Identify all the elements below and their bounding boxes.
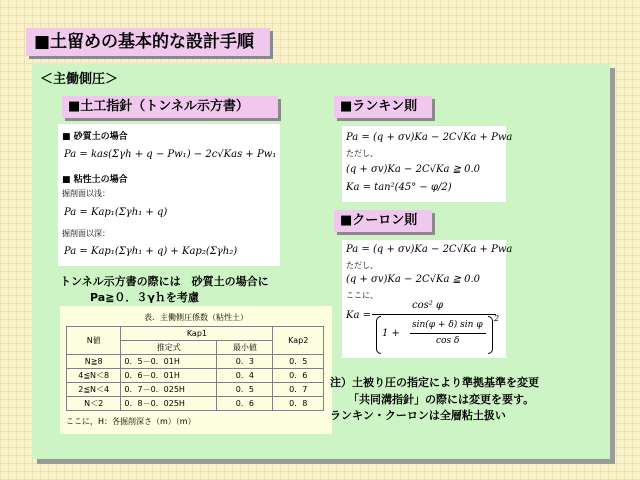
rankine-tadashi: ただし、 (346, 149, 378, 158)
coulomb-open-paren (376, 316, 381, 354)
coulomb-close-paren (488, 316, 493, 354)
coulomb-ka-label: Ka = (346, 310, 371, 321)
coulomb-kokoni: ここに、 (346, 291, 378, 300)
coulomb-fraction-bar (372, 314, 496, 315)
rankine-header: ■ランキン則 (334, 96, 432, 118)
cell-min: 0．4 (217, 369, 273, 383)
rankine-formula-1: Pa = (q + σv)Ka − 2C√Ka + Pwa (346, 132, 513, 143)
table-row (67, 383, 324, 397)
table-row (67, 369, 324, 383)
cell-n: 2≦N＜4 (67, 383, 121, 397)
right-note-line1: 注）土被り圧の指定により準拠基準を変更 (330, 376, 539, 389)
right-note-line3: ランキン・クーロンは全層粘土扱い (330, 409, 506, 422)
th-n: N値 (67, 327, 121, 355)
table-caption: 表．主働側圧係数（粘性土） (144, 313, 248, 322)
table-row (67, 397, 324, 411)
clay-soil-label: ■ 粘性土の場合 (62, 175, 128, 185)
cell-estimate: 0．7－0．025H (121, 383, 217, 397)
kap-table-box (60, 306, 332, 434)
right-note-line2: 「共同溝指針」の際には変更を要す。 (348, 393, 535, 406)
th-minimum: 最小値 (217, 341, 273, 355)
coulomb-formula-2: (q + σv)Ka − 2C√Ka ≧ 0.0 (346, 274, 481, 285)
th-kap2: Kap2 (273, 327, 324, 355)
rankine-formula-3: Ka = tan²(45° − φ/2) (346, 182, 452, 193)
cell-kap2: 0．5 (273, 355, 324, 369)
cell-min: 0．3 (217, 355, 273, 369)
cell-estimate: 0．5－0．01H (121, 355, 217, 369)
coulomb-den-exponent: 2 (494, 314, 500, 323)
coulomb-formula-box (342, 240, 513, 358)
coulomb-header: ■クーロン則 (334, 210, 432, 232)
th-kap1: Kap1 (121, 327, 273, 341)
doko-shishin-header: ■土工指針（トンネル示方書） (62, 96, 278, 118)
tunnel-note-line2: Pa≧０．３γｈを考慮 (90, 291, 199, 304)
below-excavation-label: 掘削面以深： (62, 229, 110, 238)
coulomb-den-frac-bottom: cos δ (436, 336, 460, 346)
cell-min: 0．5 (217, 383, 273, 397)
coulomb-formula-1: Pa = (q + σv)Ka − 2C√Ka + Pwa (346, 244, 513, 255)
cell-kap2: 0．7 (273, 383, 324, 397)
cell-estimate: 0．8－0．025H (121, 397, 217, 411)
cell-n: N≧8 (67, 355, 121, 369)
th-estimate: 推定式 (121, 341, 217, 355)
table-footnote: ここに，H：各掘削深さ（m）（m） (66, 417, 196, 426)
section-label: ＜主働側圧＞ (40, 72, 119, 87)
table-row (67, 355, 324, 369)
cell-kap2: 0．8 (273, 397, 324, 411)
sandy-soil-label: ■ 砂質土の場合 (62, 132, 128, 142)
coulomb-inner-bar (410, 333, 486, 334)
cell-min: 0．6 (217, 397, 273, 411)
clay-formula-above: Pa = Kap₁(Σγh₁ + q) (64, 207, 168, 218)
page-title: ■土留めの基本的な設計手順 (26, 28, 270, 56)
above-excavation-label: 掘削面以浅： (62, 189, 110, 198)
coulomb-numerator: cos² φ (412, 300, 443, 311)
rankine-formula-box (342, 126, 513, 202)
clay-formula-below: Pa = Kap₁(Σγh₁ + q) + Kap₂(Σγh₂) (64, 246, 238, 257)
cell-estimate: 0．6－0．01H (121, 369, 217, 383)
coulomb-den-one: 1 + (382, 328, 400, 339)
coulomb-tadashi: ただし、 (346, 261, 378, 270)
rankine-formula-2: (q + σv)Ka − 2C√Ka ≧ 0.0 (346, 164, 481, 175)
sandy-formula: Pa = kas(Σγh + q − Pw₁) − 2c√Kas + Pw₁ (64, 149, 277, 160)
coulomb-den-frac-top: sin(φ + δ) sin φ (412, 320, 483, 330)
cell-n: N＜2 (67, 397, 121, 411)
doko-formula-box (58, 124, 280, 266)
kap-table (66, 326, 324, 411)
cell-n: 4≦N＜8 (67, 369, 121, 383)
tunnel-note-line1: トンネル示方書の際には 砂質土の場合に (60, 275, 269, 288)
cell-kap2: 0．6 (273, 369, 324, 383)
